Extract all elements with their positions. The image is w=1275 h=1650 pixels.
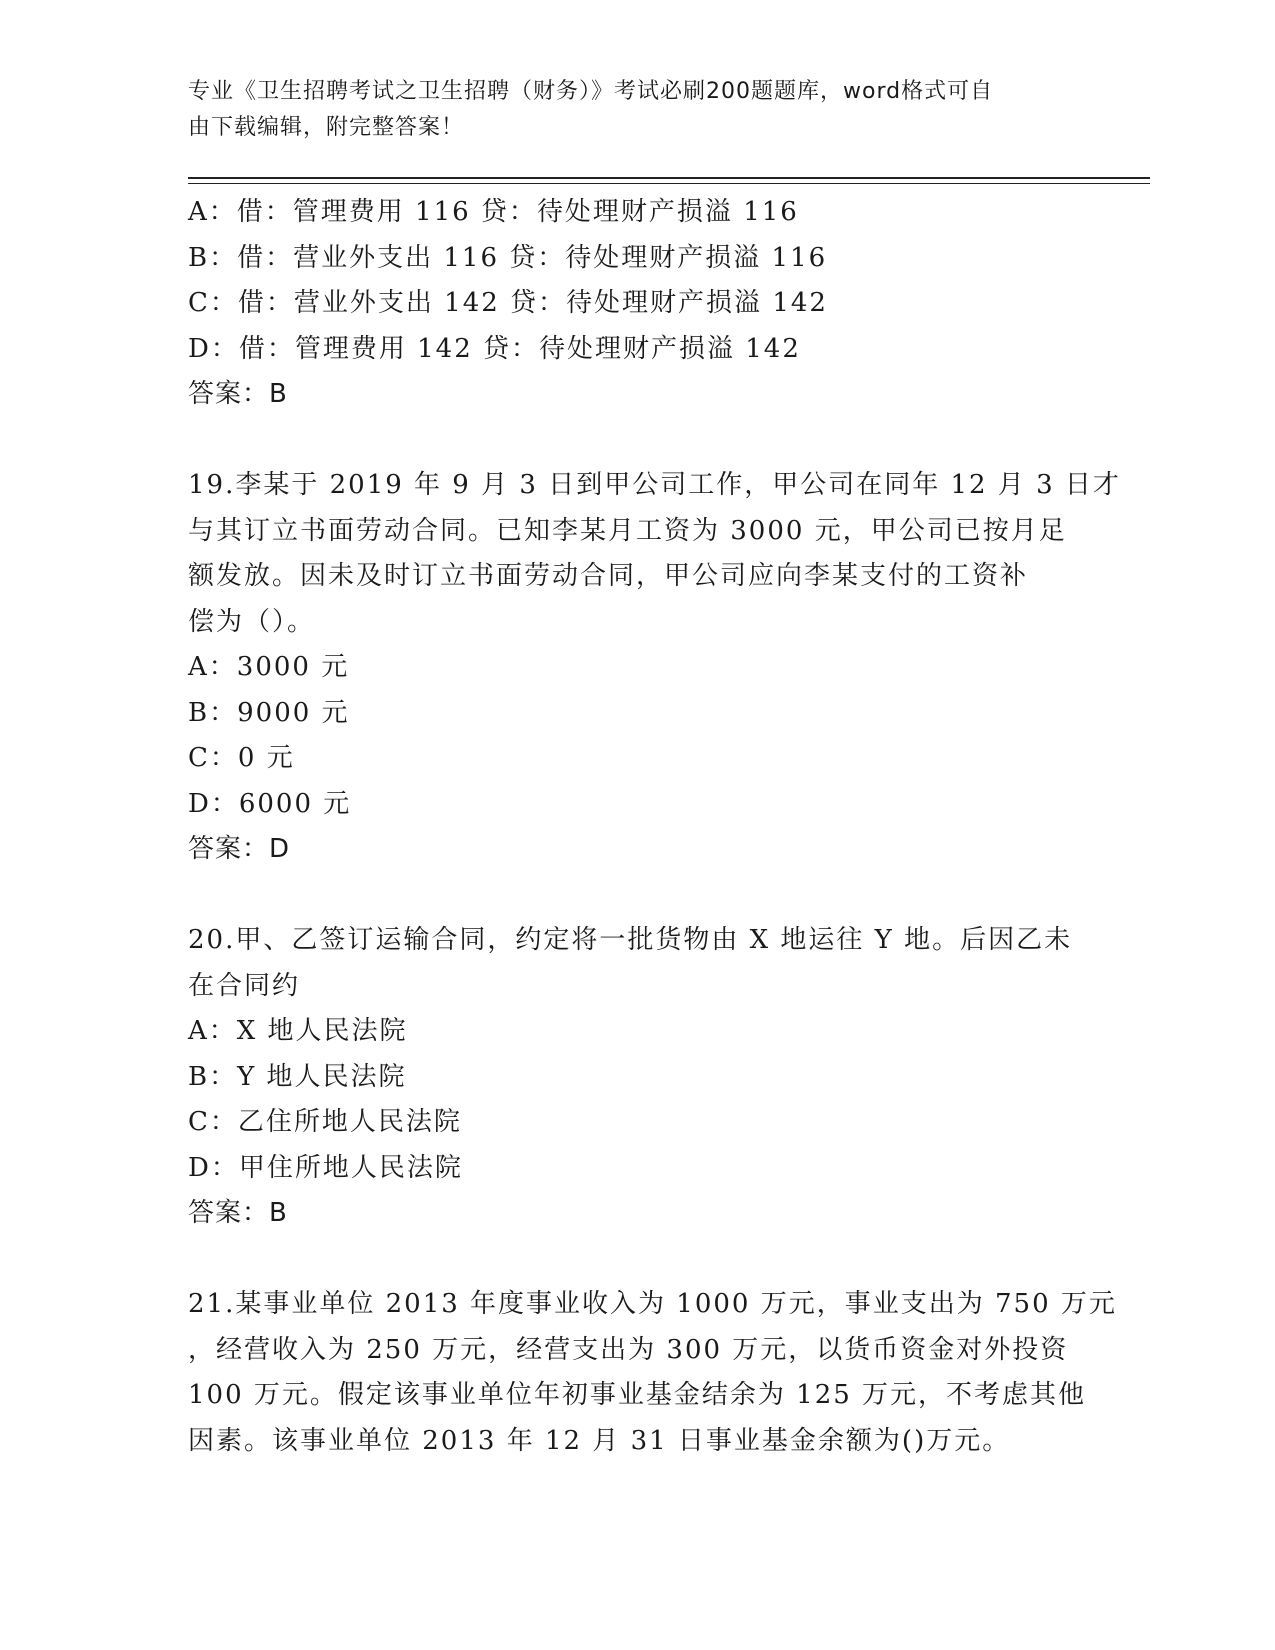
question-stem-line: 偿为（）。 — [188, 606, 316, 637]
spacer — [188, 873, 1088, 919]
option-a: A：借：管理费用 116 贷：待处理财产损溢 116 — [188, 197, 799, 227]
question-stem-line: 因素。该事业单位 2013 年 12 月 31 日事业基金余额为()万元。 — [188, 1425, 1011, 1456]
header-line-1: 专业《卫生招聘考试之卫生招聘（财务）》考试必刷200题题库，word格式可自 — [188, 79, 994, 104]
question-stem-line: 在合同约 — [188, 970, 301, 1001]
answer: 答案：B — [188, 1198, 288, 1228]
option-c: C：乙住所地人民法院 — [188, 1107, 462, 1137]
header-rule-thick — [188, 177, 1150, 179]
option-d: D：借：管理费用 142 贷：待处理财产损溢 142 — [188, 333, 801, 364]
option-b: B：9000 元 — [188, 697, 350, 728]
header-rule-thin — [188, 183, 1150, 184]
option-c: C：借：营业外支出 142 贷：待处理财产损溢 142 — [188, 288, 828, 318]
question-stem-line: 21.某事业单位 2013 年度事业收入为 1000 万元，事业支出为 750 万元 — [188, 1289, 1117, 1319]
question-20 — [188, 918, 1088, 1237]
question-18 — [188, 190, 1088, 418]
option-b: B：借：营业外支出 116 贷：待处理财产损溢 116 — [188, 242, 828, 273]
option-c: C：0 元 — [188, 743, 295, 773]
option-a: A：3000 元 — [188, 652, 350, 682]
document-header — [188, 74, 1068, 146]
spacer — [188, 1237, 1088, 1283]
option-a: A：X 地人民法院 — [188, 1016, 408, 1046]
answer: 答案：B — [188, 379, 288, 409]
question-19 — [188, 463, 1121, 873]
spacer — [188, 418, 1088, 464]
question-stem-line: 额发放。因未及时订立书面劳动合同，甲公司应向李某支付的工资补 — [188, 561, 1029, 591]
option-b: B：Y 地人民法院 — [188, 1061, 407, 1092]
question-stem-line: 与其订立书面劳动合同。已知李某月工资为 3000 元，甲公司已按月足 — [188, 515, 1067, 546]
answer: 答案：D — [188, 834, 291, 864]
option-d: D：甲住所地人民法院 — [188, 1152, 463, 1183]
question-stem-line: 100 万元。假定该事业单位年初事业基金结余为 125 万元，不考虑其他 — [188, 1380, 1087, 1410]
question-stem-line: 20.甲、乙签订运输合同，约定将一批货物由 X 地运往 Y 地。后因乙未 — [188, 925, 1073, 955]
question-stem-line: 19.李某于 2019 年 9 月 3 日到甲公司工作，甲公司在同年 12 月 3 日才 — [188, 470, 1121, 500]
header-line-2: 由下载编辑，附完整答案！ — [188, 115, 465, 140]
question-content — [188, 190, 1121, 1464]
question-stem-line: ，经营收入为 250 万元，经营支出为 300 万元，以货币资金对外投资 — [188, 1334, 1069, 1365]
question-21 — [188, 1282, 1117, 1464]
option-d: D：6000 元 — [188, 788, 352, 819]
